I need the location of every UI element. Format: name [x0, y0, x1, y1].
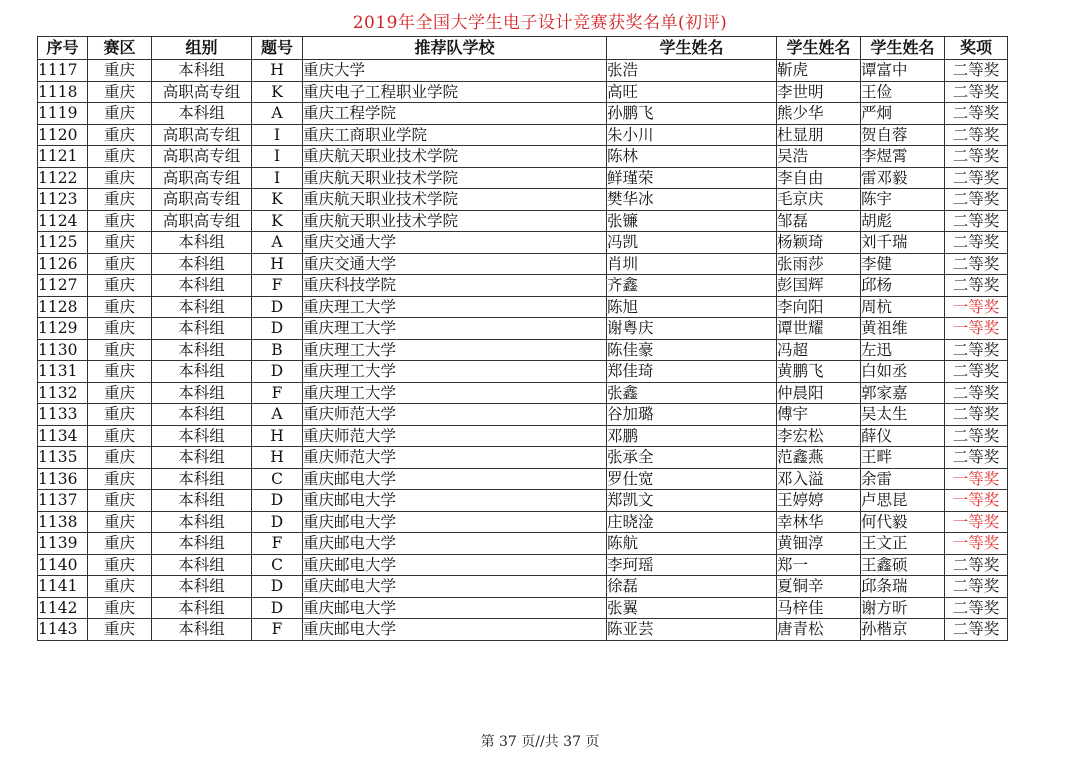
table-row [38, 167, 1008, 189]
cell-school: 重庆交通大学 [303, 232, 607, 254]
cell-school: 重庆航天职业技术学院 [303, 146, 607, 168]
cell-school: 重庆邮电大学 [303, 597, 607, 619]
cell-school: 重庆航天职业技术学院 [303, 210, 607, 232]
cell-school: 重庆邮电大学 [303, 619, 607, 641]
table-row [38, 576, 1008, 598]
cell-region: 重庆 [88, 232, 152, 254]
cell-group: 本科组 [152, 60, 252, 82]
header-award: 奖项 [945, 37, 1008, 60]
cell-topic: K [252, 189, 303, 211]
cell-student-3: 陈宇 [861, 189, 945, 211]
cell-student-3: 郭家嘉 [861, 382, 945, 404]
cell-topic: I [252, 167, 303, 189]
cell-region: 重庆 [88, 468, 152, 490]
cell-topic: A [252, 232, 303, 254]
cell-student-3: 余雷 [861, 468, 945, 490]
cell-award: 二等奖 [945, 339, 1008, 361]
cell-topic: F [252, 275, 303, 297]
cell-student-2: 范鑫燕 [777, 447, 861, 469]
table-header [38, 37, 1008, 60]
cell-student-1: 陈亚芸 [607, 619, 777, 641]
cell-student-1: 张承全 [607, 447, 777, 469]
cell-region: 重庆 [88, 490, 152, 512]
cell-student-3: 薛仪 [861, 425, 945, 447]
cell-region: 重庆 [88, 296, 152, 318]
cell-id: 1131 [38, 361, 88, 383]
cell-award: 二等奖 [945, 210, 1008, 232]
table-row [38, 404, 1008, 426]
cell-topic: D [252, 511, 303, 533]
cell-id: 1119 [38, 103, 88, 125]
cell-student-2: 李宏松 [777, 425, 861, 447]
document-title: 2019年全国大学生电子设计竞赛获奖名单(初评) [352, 13, 728, 33]
cell-school: 重庆理工大学 [303, 339, 607, 361]
cell-group: 本科组 [152, 253, 252, 275]
cell-group: 本科组 [152, 382, 252, 404]
table-row [38, 189, 1008, 211]
cell-student-1: 朱小川 [607, 124, 777, 146]
cell-topic: H [252, 447, 303, 469]
cell-award: 一等奖 [945, 318, 1008, 340]
cell-student-1: 徐磊 [607, 576, 777, 598]
cell-school: 重庆理工大学 [303, 318, 607, 340]
cell-student-1: 陈航 [607, 533, 777, 555]
cell-region: 重庆 [88, 447, 152, 469]
cell-student-2: 王婷婷 [777, 490, 861, 512]
cell-student-3: 黄祖维 [861, 318, 945, 340]
cell-region: 重庆 [88, 124, 152, 146]
cell-region: 重庆 [88, 103, 152, 125]
cell-region: 重庆 [88, 318, 152, 340]
cell-school: 重庆师范大学 [303, 425, 607, 447]
cell-award: 二等奖 [945, 146, 1008, 168]
cell-group: 高职高专组 [152, 124, 252, 146]
cell-student-1: 鲜瑾荣 [607, 167, 777, 189]
cell-region: 重庆 [88, 382, 152, 404]
cell-region: 重庆 [88, 597, 152, 619]
cell-student-3: 孙楷京 [861, 619, 945, 641]
header-row [38, 37, 1008, 60]
cell-student-3: 邱杨 [861, 275, 945, 297]
header-student-3: 学生姓名 [861, 37, 945, 60]
cell-school: 重庆理工大学 [303, 382, 607, 404]
cell-id: 1136 [38, 468, 88, 490]
cell-group: 本科组 [152, 447, 252, 469]
table-row [38, 60, 1008, 82]
cell-id: 1118 [38, 81, 88, 103]
cell-topic: D [252, 296, 303, 318]
table-row [38, 533, 1008, 555]
cell-student-3: 雷邓毅 [861, 167, 945, 189]
cell-group: 本科组 [152, 296, 252, 318]
table-row [38, 339, 1008, 361]
cell-school: 重庆理工大学 [303, 361, 607, 383]
cell-topic: I [252, 124, 303, 146]
header-student-1: 学生姓名 [607, 37, 777, 60]
cell-group: 本科组 [152, 361, 252, 383]
cell-student-2: 夏铜辛 [777, 576, 861, 598]
cell-student-1: 陈林 [607, 146, 777, 168]
cell-student-2: 邓入溢 [777, 468, 861, 490]
cell-group: 本科组 [152, 554, 252, 576]
cell-region: 重庆 [88, 554, 152, 576]
cell-award: 一等奖 [945, 511, 1008, 533]
cell-group: 本科组 [152, 275, 252, 297]
header-group: 组别 [152, 37, 252, 60]
cell-id: 1117 [38, 60, 88, 82]
cell-award: 二等奖 [945, 103, 1008, 125]
cell-region: 重庆 [88, 361, 152, 383]
cell-id: 1120 [38, 124, 88, 146]
cell-student-1: 罗仕宽 [607, 468, 777, 490]
cell-topic: C [252, 468, 303, 490]
header-region: 赛区 [88, 37, 152, 60]
cell-award: 一等奖 [945, 490, 1008, 512]
cell-student-2: 黄钿淳 [777, 533, 861, 555]
cell-region: 重庆 [88, 404, 152, 426]
cell-student-1: 郑佳琦 [607, 361, 777, 383]
table-row [38, 210, 1008, 232]
cell-topic: H [252, 60, 303, 82]
cell-student-2: 杜显朋 [777, 124, 861, 146]
table-row [38, 447, 1008, 469]
table-row [38, 468, 1008, 490]
cell-student-3: 李健 [861, 253, 945, 275]
cell-id: 1141 [38, 576, 88, 598]
cell-id: 1132 [38, 382, 88, 404]
cell-student-3: 王畔 [861, 447, 945, 469]
cell-award: 二等奖 [945, 124, 1008, 146]
cell-student-3: 刘千瑞 [861, 232, 945, 254]
cell-school: 重庆电子工程职业学院 [303, 81, 607, 103]
cell-region: 重庆 [88, 619, 152, 641]
cell-topic: A [252, 404, 303, 426]
table-row [38, 619, 1008, 641]
cell-school: 重庆邮电大学 [303, 511, 607, 533]
cell-group: 高职高专组 [152, 189, 252, 211]
cell-topic: F [252, 619, 303, 641]
cell-student-3: 谭富中 [861, 60, 945, 82]
table-row [38, 361, 1008, 383]
table-row [38, 425, 1008, 447]
cell-topic: I [252, 146, 303, 168]
cell-student-2: 冯超 [777, 339, 861, 361]
cell-student-2: 李世明 [777, 81, 861, 103]
cell-topic: F [252, 533, 303, 555]
cell-region: 重庆 [88, 210, 152, 232]
header-id: 序号 [38, 37, 88, 60]
cell-student-1: 张翼 [607, 597, 777, 619]
cell-student-1: 樊华冰 [607, 189, 777, 211]
cell-award: 二等奖 [945, 382, 1008, 404]
cell-student-3: 贺自蓉 [861, 124, 945, 146]
cell-id: 1121 [38, 146, 88, 168]
cell-group: 本科组 [152, 339, 252, 361]
cell-student-2: 傅宇 [777, 404, 861, 426]
cell-group: 本科组 [152, 576, 252, 598]
cell-student-3: 吴太生 [861, 404, 945, 426]
cell-topic: C [252, 554, 303, 576]
cell-id: 1129 [38, 318, 88, 340]
cell-student-2: 谭世耀 [777, 318, 861, 340]
cell-student-1: 齐鑫 [607, 275, 777, 297]
award-table [37, 36, 1008, 641]
cell-award: 二等奖 [945, 425, 1008, 447]
cell-award: 二等奖 [945, 275, 1008, 297]
cell-school: 重庆交通大学 [303, 253, 607, 275]
cell-student-1: 张浩 [607, 60, 777, 82]
cell-school: 重庆邮电大学 [303, 468, 607, 490]
cell-award: 一等奖 [945, 296, 1008, 318]
cell-student-2: 黄鹏飞 [777, 361, 861, 383]
cell-region: 重庆 [88, 81, 152, 103]
cell-school: 重庆工程学院 [303, 103, 607, 125]
cell-id: 1123 [38, 189, 88, 211]
cell-topic: H [252, 253, 303, 275]
cell-award: 一等奖 [945, 468, 1008, 490]
cell-award: 二等奖 [945, 189, 1008, 211]
table-row [38, 232, 1008, 254]
cell-group: 高职高专组 [152, 167, 252, 189]
cell-group: 高职高专组 [152, 81, 252, 103]
cell-topic: D [252, 361, 303, 383]
cell-student-2: 张雨莎 [777, 253, 861, 275]
cell-id: 1133 [38, 404, 88, 426]
cell-group: 本科组 [152, 490, 252, 512]
cell-award: 二等奖 [945, 404, 1008, 426]
cell-group: 本科组 [152, 533, 252, 555]
table-row [38, 296, 1008, 318]
cell-group: 本科组 [152, 468, 252, 490]
cell-award: 二等奖 [945, 576, 1008, 598]
cell-topic: D [252, 597, 303, 619]
cell-student-3: 何代毅 [861, 511, 945, 533]
cell-school: 重庆师范大学 [303, 404, 607, 426]
cell-student-1: 冯凯 [607, 232, 777, 254]
cell-award: 二等奖 [945, 619, 1008, 641]
cell-student-1: 邓鹏 [607, 425, 777, 447]
cell-group: 本科组 [152, 232, 252, 254]
cell-student-2: 幸林华 [777, 511, 861, 533]
cell-student-1: 李珂瑶 [607, 554, 777, 576]
cell-id: 1137 [38, 490, 88, 512]
cell-topic: A [252, 103, 303, 125]
cell-student-1: 孙鹏飞 [607, 103, 777, 125]
table-row [38, 318, 1008, 340]
cell-id: 1122 [38, 167, 88, 189]
table-row [38, 382, 1008, 404]
table-row [38, 275, 1008, 297]
cell-student-2: 熊少华 [777, 103, 861, 125]
cell-student-2: 彭国辉 [777, 275, 861, 297]
table-row [38, 511, 1008, 533]
cell-school: 重庆邮电大学 [303, 576, 607, 598]
cell-student-2: 李向阳 [777, 296, 861, 318]
table-row [38, 124, 1008, 146]
cell-student-1: 肖圳 [607, 253, 777, 275]
cell-student-1: 郑凯文 [607, 490, 777, 512]
cell-id: 1135 [38, 447, 88, 469]
cell-student-1: 张镰 [607, 210, 777, 232]
cell-region: 重庆 [88, 533, 152, 555]
cell-student-2: 仲晨阳 [777, 382, 861, 404]
cell-student-3: 周杭 [861, 296, 945, 318]
cell-student-3: 严炯 [861, 103, 945, 125]
cell-student-3: 谢方昕 [861, 597, 945, 619]
cell-id: 1125 [38, 232, 88, 254]
cell-award: 二等奖 [945, 447, 1008, 469]
table-body [38, 60, 1008, 641]
cell-student-2: 杨颖琦 [777, 232, 861, 254]
cell-student-1: 庄晓淦 [607, 511, 777, 533]
cell-group: 本科组 [152, 425, 252, 447]
cell-id: 1138 [38, 511, 88, 533]
cell-award: 二等奖 [945, 597, 1008, 619]
cell-student-1: 张鑫 [607, 382, 777, 404]
cell-award: 二等奖 [945, 253, 1008, 275]
cell-region: 重庆 [88, 275, 152, 297]
cell-region: 重庆 [88, 425, 152, 447]
cell-award: 二等奖 [945, 167, 1008, 189]
cell-region: 重庆 [88, 576, 152, 598]
cell-region: 重庆 [88, 146, 152, 168]
cell-topic: K [252, 210, 303, 232]
cell-group: 本科组 [152, 619, 252, 641]
cell-school: 重庆航天职业技术学院 [303, 189, 607, 211]
cell-student-1: 陈佳豪 [607, 339, 777, 361]
cell-region: 重庆 [88, 60, 152, 82]
cell-student-3: 左迅 [861, 339, 945, 361]
cell-student-3: 白如丞 [861, 361, 945, 383]
cell-student-3: 卢思昆 [861, 490, 945, 512]
cell-school: 重庆工商职业学院 [303, 124, 607, 146]
header-student-2: 学生姓名 [777, 37, 861, 60]
cell-id: 1142 [38, 597, 88, 619]
cell-topic: K [252, 81, 303, 103]
table-row [38, 490, 1008, 512]
cell-student-3: 王鑫硕 [861, 554, 945, 576]
cell-student-2: 李自由 [777, 167, 861, 189]
cell-student-2: 唐青松 [777, 619, 861, 641]
table-row [38, 103, 1008, 125]
cell-id: 1130 [38, 339, 88, 361]
cell-topic: D [252, 318, 303, 340]
cell-group: 本科组 [152, 404, 252, 426]
cell-award: 二等奖 [945, 60, 1008, 82]
cell-id: 1127 [38, 275, 88, 297]
cell-award: 一等奖 [945, 533, 1008, 555]
cell-region: 重庆 [88, 511, 152, 533]
cell-award: 二等奖 [945, 81, 1008, 103]
cell-student-2: 邹磊 [777, 210, 861, 232]
cell-school: 重庆邮电大学 [303, 490, 607, 512]
cell-id: 1134 [38, 425, 88, 447]
cell-topic: F [252, 382, 303, 404]
cell-id: 1126 [38, 253, 88, 275]
cell-id: 1139 [38, 533, 88, 555]
cell-school: 重庆科技学院 [303, 275, 607, 297]
cell-student-2: 吴浩 [777, 146, 861, 168]
cell-school: 重庆理工大学 [303, 296, 607, 318]
cell-region: 重庆 [88, 253, 152, 275]
table-row [38, 554, 1008, 576]
cell-school: 重庆航天职业技术学院 [303, 167, 607, 189]
cell-group: 本科组 [152, 318, 252, 340]
cell-student-2: 马梓佳 [777, 597, 861, 619]
cell-student-3: 王文正 [861, 533, 945, 555]
cell-topic: H [252, 425, 303, 447]
cell-topic: B [252, 339, 303, 361]
cell-school: 重庆大学 [303, 60, 607, 82]
cell-student-1: 陈旭 [607, 296, 777, 318]
table-row [38, 253, 1008, 275]
cell-student-2: 郑一 [777, 554, 861, 576]
cell-award: 二等奖 [945, 361, 1008, 383]
cell-region: 重庆 [88, 189, 152, 211]
cell-student-3: 李煜霄 [861, 146, 945, 168]
cell-student-3: 王俭 [861, 81, 945, 103]
cell-student-2: 毛京庆 [777, 189, 861, 211]
header-topic: 题号 [252, 37, 303, 60]
cell-id: 1128 [38, 296, 88, 318]
cell-group: 本科组 [152, 103, 252, 125]
cell-region: 重庆 [88, 167, 152, 189]
cell-student-3: 邱条瑞 [861, 576, 945, 598]
cell-school: 重庆邮电大学 [303, 533, 607, 555]
cell-student-2: 靳虎 [777, 60, 861, 82]
cell-group: 本科组 [152, 511, 252, 533]
cell-student-3: 胡彪 [861, 210, 945, 232]
cell-group: 高职高专组 [152, 146, 252, 168]
table-row [38, 81, 1008, 103]
cell-topic: D [252, 490, 303, 512]
cell-id: 1143 [38, 619, 88, 641]
page-footer: 第 37 页//共 37 页 [480, 734, 600, 750]
cell-topic: D [252, 576, 303, 598]
cell-school: 重庆邮电大学 [303, 554, 607, 576]
cell-id: 1124 [38, 210, 88, 232]
cell-group: 高职高专组 [152, 210, 252, 232]
table-row [38, 146, 1008, 168]
table-row [38, 597, 1008, 619]
cell-student-1: 谷加璐 [607, 404, 777, 426]
cell-student-1: 高旺 [607, 81, 777, 103]
header-school: 推荐队学校 [303, 37, 607, 60]
cell-school: 重庆师范大学 [303, 447, 607, 469]
cell-award: 二等奖 [945, 232, 1008, 254]
cell-student-1: 谢粤庆 [607, 318, 777, 340]
cell-region: 重庆 [88, 339, 152, 361]
cell-id: 1140 [38, 554, 88, 576]
cell-group: 本科组 [152, 597, 252, 619]
cell-award: 二等奖 [945, 554, 1008, 576]
